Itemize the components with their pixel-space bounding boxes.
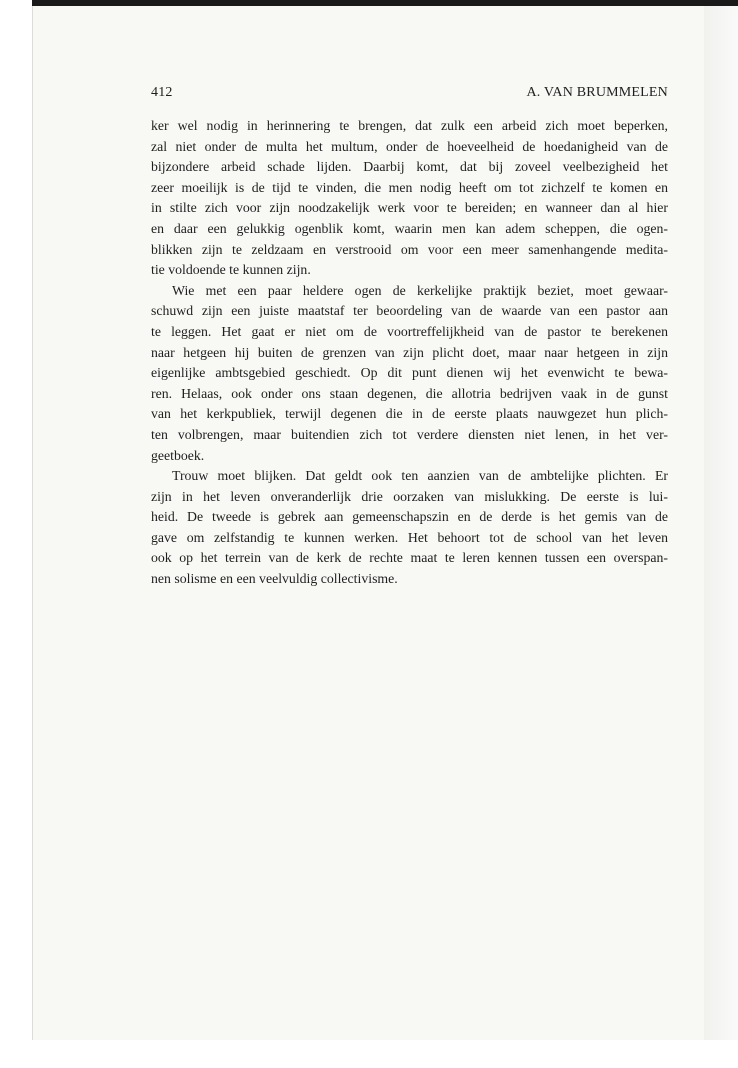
text-line: bijzondere arbeid schade lijden. Daarbij komt, dat bij zoveel veelbezigheid het <box>151 159 668 175</box>
text-line: tie voldoende te kunnen zijn. <box>151 262 311 278</box>
text-line: zeer moeilijk is de tijd te vinden, die men nodig heeft om tot zichzelf te komen en <box>151 179 668 195</box>
paragraph-1 <box>151 116 668 281</box>
text-line: ren. Helaas, ook onder ons staan degenen, die allotria bedrijven vaak in de gunst <box>151 385 668 401</box>
text-line: in stilte zich voor zijn noodzakelijk werk voor te bereiden; en wanneer dan al hier <box>151 200 668 216</box>
text-line: te leggen. Het gaat er niet om de voortreffelijkheid van de pastor te berekenen <box>151 323 668 339</box>
text-line: nen solisme en een veelvuldig collectivisme. <box>151 571 398 587</box>
paragraph-3 <box>151 466 668 590</box>
text-line: en daar een gelukkig ogenblik komt, waarin men kan adem scheppen, die ogen- <box>151 220 668 236</box>
text-line: schuwd zijn een juiste maatstaf ter beoordeling van de waarde van een pastor aan <box>151 303 668 319</box>
page-number: 412 <box>151 85 173 100</box>
paragraph-2 <box>151 281 668 466</box>
text-line: gave om zelfstandig te kunnen werken. Het behoort tot de school van het leven <box>151 529 668 545</box>
running-head-author: A. VAN BRUMMELEN <box>526 85 668 100</box>
text-line: Trouw moet blijken. Dat geldt ook ten aanzien van de ambtelijke plichten. Er <box>172 468 668 484</box>
text-line: eigenlijke ambtsgebied geschiedt. Op dit punt dienen wij het evenwicht te bewa- <box>151 365 668 381</box>
text-line: Wie met een paar heldere ogen de kerkelijke praktijk beziet, moet gewaar- <box>172 282 668 298</box>
text-line: van het kerkpubliek, terwijl degenen die in de eerste plaats nauwgezet hun plich- <box>151 406 668 422</box>
text-line: ook op het terrein van de kerk de rechte maat te leren kennen tussen een overspan- <box>151 550 668 566</box>
text-line: ker wel nodig in herinnering te brengen, dat zulk een arbeid zich moet beperken, <box>151 118 668 133</box>
page-header <box>151 85 668 105</box>
text-line: heid. De tweede is gebrek aan gemeenschapszin en de derde is het gemis van de <box>151 509 668 525</box>
text-line: geetboek. <box>151 447 205 463</box>
text-line: zijn in het leven onveranderlijk drie oorzaken van mislukking. De eerste is lui- <box>151 488 668 504</box>
text-line: naar hetgeen hij buiten de grenzen van zijn plicht doet, maar naar hetgeen in zijn <box>151 344 668 360</box>
text-line: ten volbrengen, maar buitendien zich tot verdere diensten niet lenen, in het ver- <box>151 426 668 442</box>
scan-right-shadow <box>704 6 738 1040</box>
text-line: blikken zijn te zeldzaam en verstrooid om voor een meer samenhangende medita- <box>151 241 668 257</box>
text-line: zal niet onder de multa het multum, onder de hoeveelheid de hoedanigheid van de <box>151 138 668 154</box>
scan-left-margin <box>0 0 32 1068</box>
body-text <box>151 116 668 590</box>
